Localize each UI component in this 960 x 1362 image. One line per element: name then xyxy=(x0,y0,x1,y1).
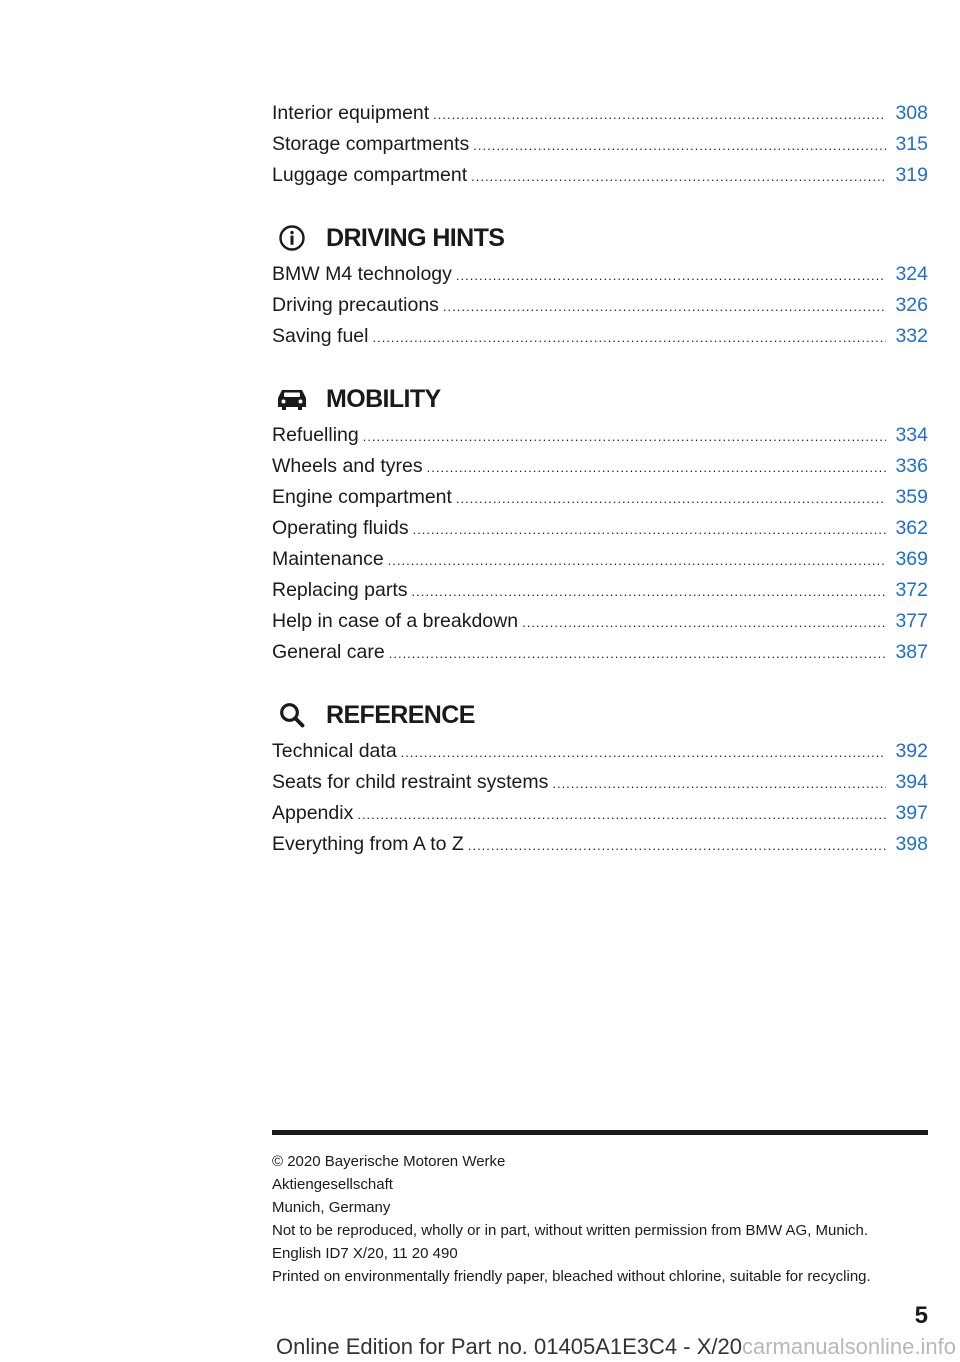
dot-leader xyxy=(552,776,886,791)
dot-leader xyxy=(443,299,886,314)
dot-leader xyxy=(357,807,886,822)
imprint-edition: English ID7 X/20, 11 20 490 xyxy=(272,1245,458,1262)
footer xyxy=(276,1334,956,1360)
toc-entry-wheels-and-tyres[interactable] xyxy=(272,455,928,486)
imprint xyxy=(272,1150,932,1288)
toc-entry-title: General care xyxy=(272,641,385,663)
dot-leader xyxy=(468,838,886,853)
toc-entry-title: Saving fuel xyxy=(272,325,369,347)
toc-entry-seats-for-child-restraint-systems[interactable] xyxy=(272,771,928,802)
toc-section-reference xyxy=(272,700,928,864)
toc-entry-technical-data[interactable] xyxy=(272,740,928,771)
dot-leader xyxy=(363,429,886,444)
toc-entry-title: Operating fluids xyxy=(272,517,409,539)
toc-entry-page-link[interactable]: 394 xyxy=(895,771,928,793)
toc-entry-page-link[interactable]: 372 xyxy=(895,579,928,601)
toc-entry-replacing-parts[interactable] xyxy=(272,579,928,610)
toc-entry-saving-fuel[interactable] xyxy=(272,325,928,356)
toc-entry-title: Replacing parts xyxy=(272,579,408,601)
toc-entry-list xyxy=(272,102,928,195)
toc-entry-page-link[interactable]: 369 xyxy=(895,548,928,570)
section-header[interactable] xyxy=(272,700,928,730)
toc-entry-page-link[interactable]: 319 xyxy=(895,164,928,186)
toc-entry-title: Engine compartment xyxy=(272,486,452,508)
page-number: 5 xyxy=(914,1302,928,1329)
toc-entry-general-care[interactable] xyxy=(272,641,928,672)
imprint-paper-notice: Printed on environmentally friendly paper, bleached without chlorine, suitable for recycling. xyxy=(272,1268,871,1285)
toc-entry-page-link[interactable]: 377 xyxy=(895,610,928,632)
toc-entry-page-link[interactable]: 362 xyxy=(895,517,928,539)
toc-entry-page-link[interactable]: 326 xyxy=(895,294,928,316)
toc-entry-page-link[interactable]: 397 xyxy=(895,802,928,824)
section-heading: DRIVING HINTS xyxy=(326,223,505,252)
table-of-contents xyxy=(272,102,928,864)
toc-section-driving-hints xyxy=(272,223,928,356)
toc-entry-page-link[interactable]: 315 xyxy=(895,133,928,155)
search-icon xyxy=(272,700,312,730)
toc-entry-title: Storage compartments xyxy=(272,133,470,155)
toc-sections xyxy=(272,223,928,864)
toc-entry-title: Technical data xyxy=(272,740,397,762)
toc-entry-interior-equipment[interactable] xyxy=(272,102,928,133)
imprint-copyright: © 2020 Bayerische Motoren Werke xyxy=(272,1153,506,1170)
dot-leader xyxy=(456,268,886,283)
section-header[interactable] xyxy=(272,384,928,414)
section-heading: MOBILITY xyxy=(326,384,441,413)
footer-watermark: carmanualsonline.info xyxy=(741,1334,956,1359)
imprint-divider xyxy=(272,1130,928,1135)
info-icon xyxy=(272,223,312,253)
toc-entry-operating-fluids[interactable] xyxy=(272,517,928,548)
footer-edition: Online Edition for Part no. 01405A1E3C4 - X/20 xyxy=(276,1334,742,1359)
toc-entry-title: Maintenance xyxy=(272,548,384,570)
toc-entry-maintenance[interactable] xyxy=(272,548,928,579)
toc-entry-page-link[interactable]: 308 xyxy=(895,102,928,124)
dot-leader xyxy=(388,553,886,568)
toc-entry-title: Help in case of a breakdown xyxy=(272,610,519,632)
toc-entry-engine-compartment[interactable] xyxy=(272,486,928,517)
toc-entry-title: Seats for child restraint systems xyxy=(272,771,549,793)
toc-section-mobility xyxy=(272,384,928,672)
toc-entry-everything-from-a-to-z[interactable] xyxy=(272,833,928,864)
toc-entry-storage-compartments[interactable] xyxy=(272,133,928,164)
toc-entry-title: Appendix xyxy=(272,802,354,824)
toc-entry-page-link[interactable]: 392 xyxy=(895,740,928,762)
dot-leader xyxy=(412,584,887,599)
toc-entry-page-link[interactable]: 387 xyxy=(895,641,928,663)
toc-entry-bmw-m4-technology[interactable] xyxy=(272,263,928,294)
section-heading: REFERENCE xyxy=(326,700,475,729)
toc-entry-page-link[interactable]: 359 xyxy=(895,486,928,508)
toc-entry-appendix[interactable] xyxy=(272,802,928,833)
dot-leader xyxy=(389,646,886,661)
dot-leader xyxy=(401,745,886,760)
dot-leader xyxy=(522,615,886,630)
toc-entry-title: Refuelling xyxy=(272,424,359,446)
toc-entry-title: Driving precautions xyxy=(272,294,439,316)
dot-leader xyxy=(456,491,886,506)
toc-entry-page-link[interactable]: 336 xyxy=(895,455,928,477)
section-header[interactable] xyxy=(272,223,928,253)
dot-leader xyxy=(372,330,886,345)
dot-leader xyxy=(427,460,886,475)
toc-entry-title: Everything from A to Z xyxy=(272,833,464,855)
toc-entry-driving-precautions[interactable] xyxy=(272,294,928,325)
car-icon xyxy=(272,384,312,414)
toc-entry-page-link[interactable]: 334 xyxy=(895,424,928,446)
toc-entry-title: Luggage compartment xyxy=(272,164,468,186)
toc-entry-luggage-compartment[interactable] xyxy=(272,164,928,195)
toc-entry-page-link[interactable]: 398 xyxy=(895,833,928,855)
toc-entry-title: Wheels and tyres xyxy=(272,455,423,477)
dot-leader xyxy=(433,107,886,122)
toc-entry-help-in-case-of-a-breakdown[interactable] xyxy=(272,610,928,641)
imprint-company: Aktiengesellschaft xyxy=(272,1176,393,1193)
dot-leader xyxy=(471,169,886,184)
toc-entry-refuelling[interactable] xyxy=(272,424,928,455)
dot-leader xyxy=(473,138,886,153)
toc-entry-page-link[interactable]: 324 xyxy=(895,263,928,285)
dot-leader xyxy=(413,522,886,537)
imprint-location: Munich, Germany xyxy=(272,1199,391,1216)
toc-entry-title: BMW M4 technology xyxy=(272,263,452,285)
toc-entry-title: Interior equipment xyxy=(272,102,430,124)
imprint-rights-notice: Not to be reproduced, wholly or in part, without written permission from BMW AG, Munich. xyxy=(272,1222,869,1239)
toc-entry-page-link[interactable]: 332 xyxy=(895,325,928,347)
